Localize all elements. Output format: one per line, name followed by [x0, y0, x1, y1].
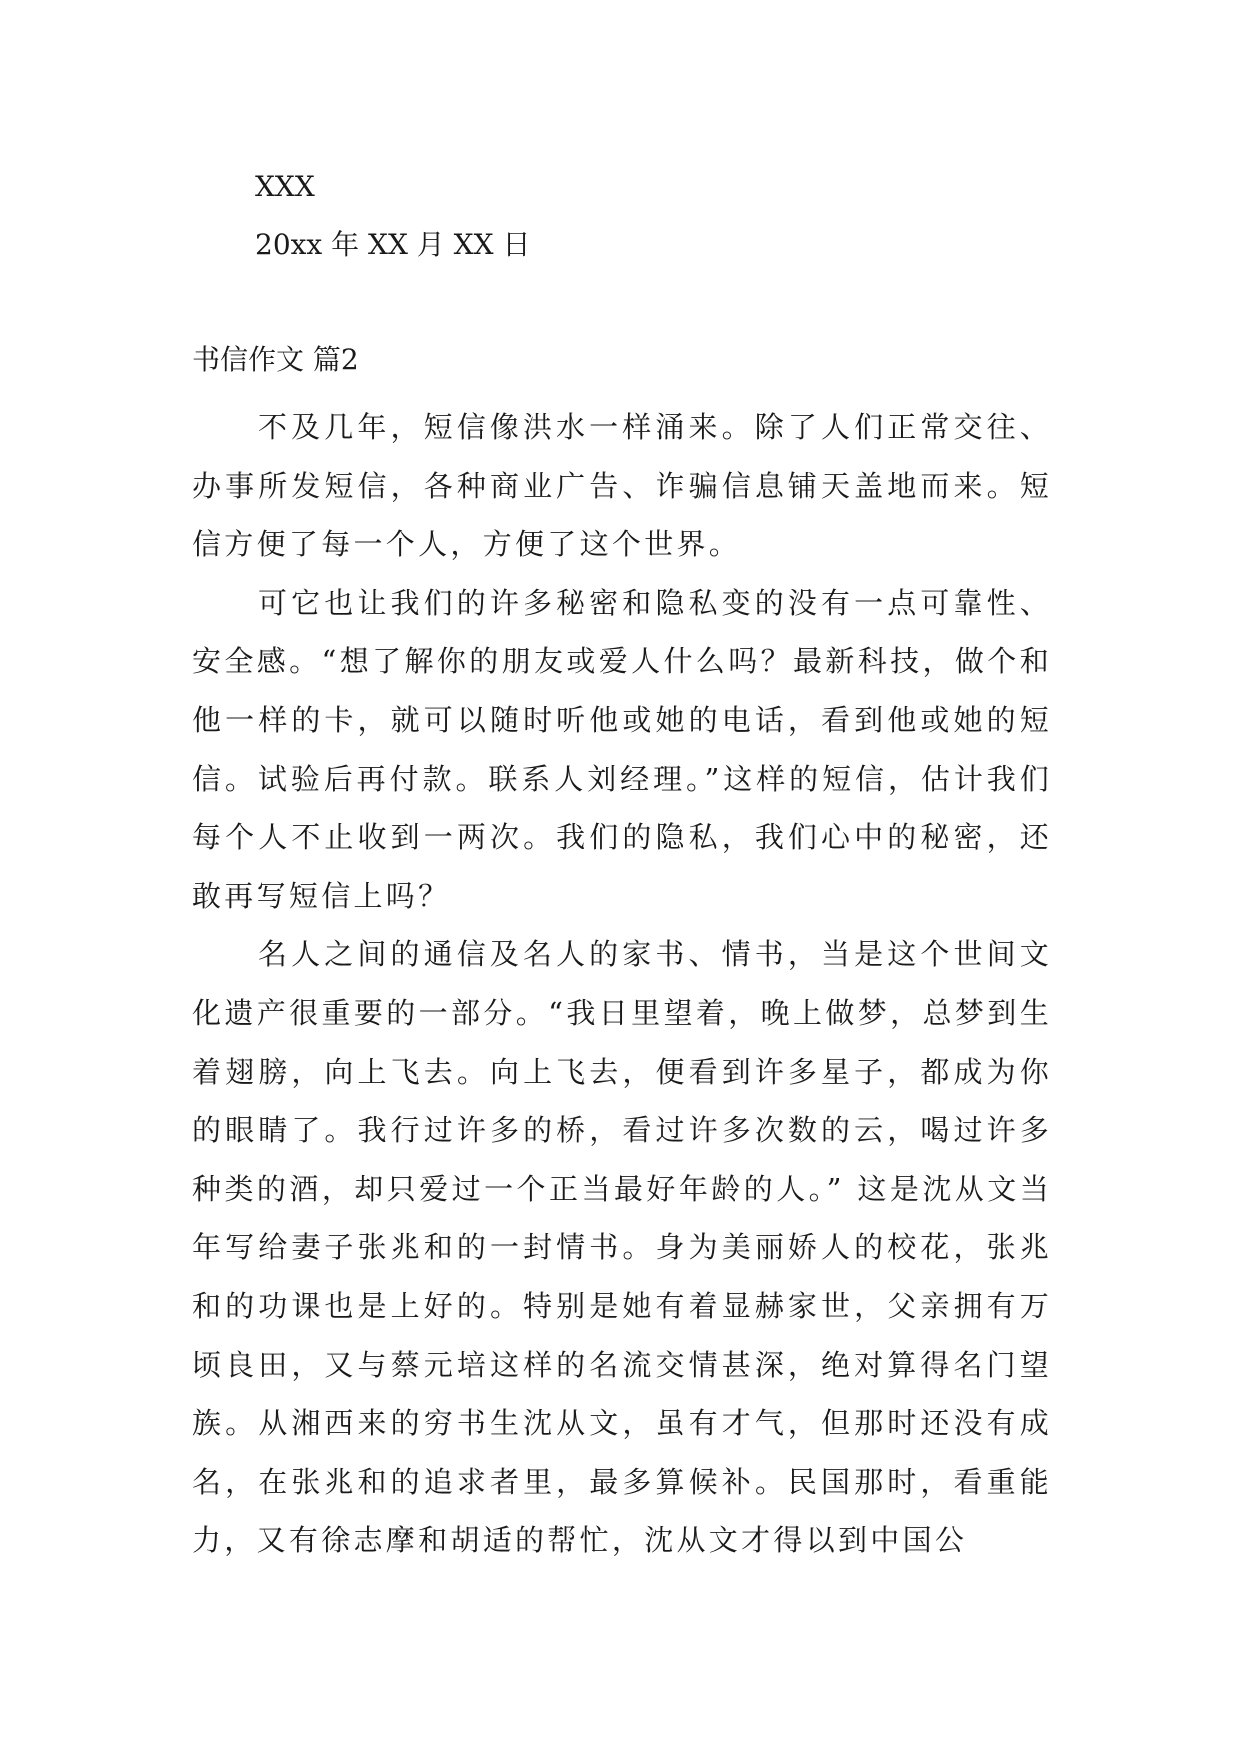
paragraph: 名人之间的通信及名人的家书、情书，当是这个世间文化遗产很重要的一部分。“我日里望着，晚上做梦，总梦到生着翅膀，向上飞去。向上飞去，便看到许多星子，都成为你的眼睛了。我行过许多的桥，看过许多次数的云，喝过许多种类的酒，却只爱过一个正当最好年龄的人。” 这是沈从文当年写给妻子张兆和的一封情书。身为美丽娇人的校花，张兆和的功课也是上好的。特别是她有着显赫家世，父亲拥有万顷良田，又与蔡元培这样的名流交情甚深，绝对算得名门望族。从湘西来的穷书生沈从文，虽有才气，但那时还没有成名，在张兆和的追求者里，最多算候补。民国那时，看重能力，又有徐志摩和胡适的帮忙，沈从文才得以到中国公 [192, 937, 1052, 1558]
paragraph: 不及几年，短信像洪水一样涌来。除了人们正常交往、办事所发短信，各种商业广告、诈骗信息铺天盖地而来。短信方便了每一个人，方便了这个世界。 [192, 410, 1052, 562]
section-heading: 书信作文 篇2 [192, 343, 359, 376]
article-body [192, 398, 1052, 1570]
signature-date: 20xx 年 XX 月 XX 日 [255, 228, 531, 261]
signature-name: XXX [255, 170, 315, 203]
paragraph: 可它也让我们的许多秘密和隐私变的没有一点可靠性、安全感。“想了解你的朋友或爱人什么吗？最新科技，做个和他一样的卡，就可以随时听他或她的电话，看到他或她的短信。试验后再付款。联系人刘经理。”这样的短信，估计我们每个人不止收到一两次。我们的隐私，我们心中的秘密，还敢再写短信上吗？ [192, 585, 1052, 913]
